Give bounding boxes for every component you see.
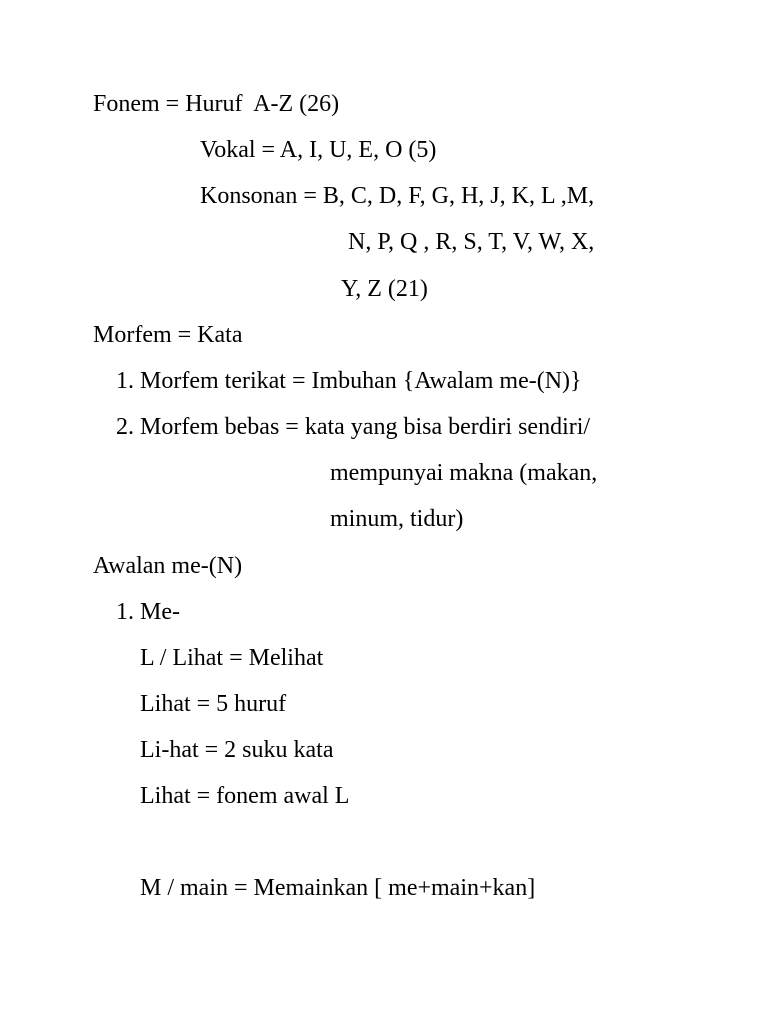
awalan-heading: Awalan me-(N) bbox=[93, 553, 243, 579]
list-number: 2. bbox=[116, 414, 134, 440]
fonem-heading: Fonem = Huruf A-Z (26) bbox=[93, 91, 340, 117]
vokal-line: Vokal = A, I, U, E, O (5) bbox=[200, 137, 437, 163]
list-number: 1. bbox=[116, 368, 134, 394]
konsonan-line-3: Y, Z (21) bbox=[341, 276, 428, 302]
example-line: Lihat = 5 huruf bbox=[140, 691, 287, 717]
konsonan-line-2: N, P, Q , R, S, T, V, W, X, bbox=[348, 229, 595, 255]
example-line: M / main = Memainkan [ me+main+kan] bbox=[140, 875, 536, 901]
me-item: Me- bbox=[140, 599, 180, 625]
morfem-bebas-cont-1: mempunyai makna (makan, bbox=[330, 460, 598, 486]
example-line: Lihat = fonem awal L bbox=[140, 783, 350, 809]
list-number: 1. bbox=[116, 599, 134, 625]
example-line: L / Lihat = Melihat bbox=[140, 645, 324, 671]
morfem-bebas-item: Morfem bebas = kata yang bisa berdiri sendiri/ bbox=[140, 414, 591, 440]
morfem-heading: Morfem = Kata bbox=[93, 322, 243, 348]
konsonan-line-1: Konsonan = B, C, D, F, G, H, J, K, L ,M, bbox=[200, 183, 595, 209]
morfem-terikat-item: Morfem terikat = Imbuhan {Awalam me-(N)} bbox=[140, 368, 582, 394]
morfem-bebas-cont-2: minum, tidur) bbox=[330, 506, 464, 532]
example-line: Li-hat = 2 suku kata bbox=[140, 737, 334, 763]
